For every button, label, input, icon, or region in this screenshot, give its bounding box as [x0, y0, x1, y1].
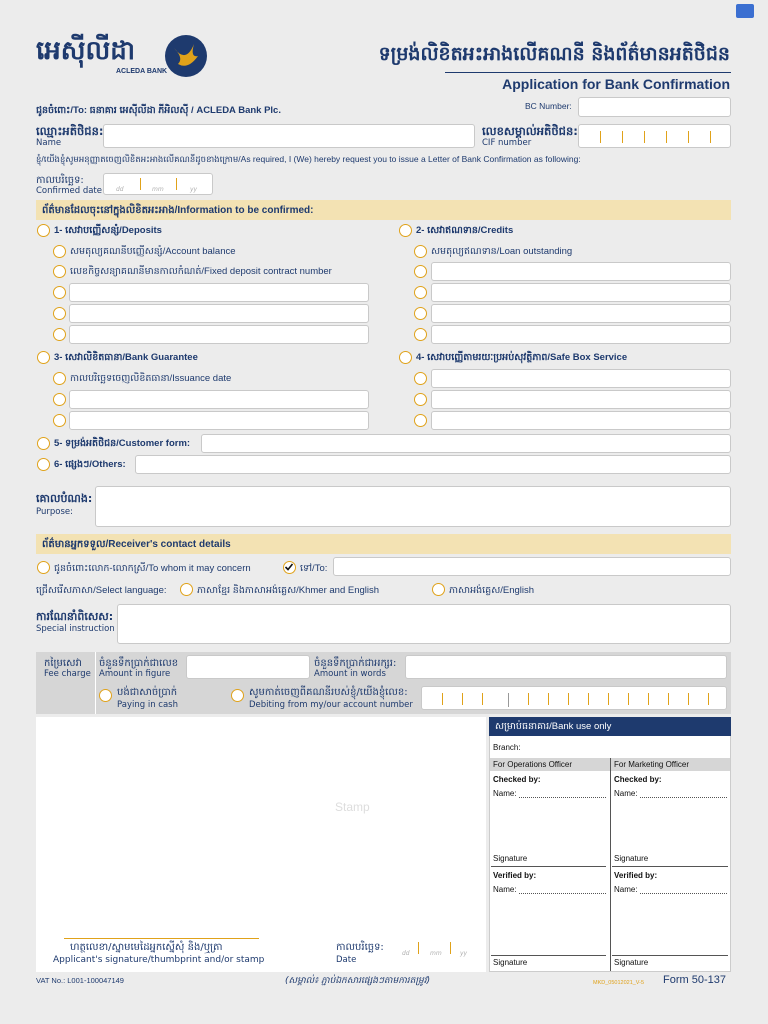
debit-account-label-kh: សូមកាត់ចេញពីគណនីរបស់ខ្ញុំ/យើងខ្ញុំលេខ: [249, 687, 408, 698]
ops-checked-name-line [519, 797, 606, 798]
credits-other-input-1[interactable] [431, 262, 731, 281]
receiver-section-title: ព័ត៌មានអ្នកទទួល/Receiver's contact details [42, 539, 231, 550]
credits-other-radio-4[interactable] [414, 328, 427, 341]
issuance-date-label: កាលបរិច្ឆេទចេញលិខិតធានា/Issuance date [70, 373, 232, 384]
loan-outstanding-label: សមតុល្យឥណទាន/Loan outstanding [431, 246, 573, 257]
amount-words-input[interactable] [405, 655, 727, 679]
fixed-deposit-radio[interactable] [53, 265, 66, 278]
fee-divider [95, 652, 96, 714]
deposits-other-input-1[interactable] [69, 283, 369, 302]
fee-label-en: Fee charge [44, 669, 91, 679]
purpose-label-en: Purpose: [36, 507, 73, 517]
safebox-other-radio-1[interactable] [414, 372, 427, 385]
safebox-other-radio-3[interactable] [414, 414, 427, 427]
ops-checked-signature-line [491, 866, 606, 867]
english-label: ភាសាអង់គ្លេស/English [449, 585, 535, 596]
select-language-label: ជ្រើសរើសភាសា/Select language: [36, 585, 167, 596]
fixed-deposit-label: លេខកិច្ចសន្យាគណនីមានកាលកំណត់/Fixed deposit contract number [70, 266, 332, 277]
debit-account-input[interactable] [421, 686, 727, 710]
cif-label-en: CIF number [482, 138, 532, 148]
stamp-watermark: Stamp [335, 800, 370, 814]
form-title-en: Application for Bank Confirmation [502, 76, 730, 92]
sign-date-label-en: Date [336, 955, 357, 965]
safebox-label: 4- សេវាបញ្ញើតាមរយៈប្រអប់សុវត្ថិភាព/Safe Box Service [416, 352, 628, 363]
ops-verified-signature-label: Signature [493, 958, 528, 967]
customer-name-label-en: Name [36, 138, 62, 148]
applicant-signature-label-kh: ហត្ថលេខា/ស្នាមមេដៃអ្នកស្នើសុំ និង/ឬត្រា [70, 942, 223, 953]
others-input[interactable] [135, 455, 731, 474]
vat-number: VAT No.: L001-100047149 [36, 976, 124, 985]
customer-name-input[interactable] [103, 124, 475, 148]
deposits-radio[interactable] [37, 224, 50, 237]
bank-logo [36, 34, 211, 80]
brand-name-en: ACLEDA BANK [116, 68, 168, 75]
print-icon[interactable] [736, 4, 754, 18]
officer-divider [610, 758, 611, 971]
ops-checked-label: Checked by: [493, 775, 541, 784]
debit-account-radio[interactable] [231, 689, 244, 702]
ops-checked-name-label: Name: [493, 789, 517, 798]
credits-radio[interactable] [399, 224, 412, 237]
amount-words-label-kh: ចំនួនទឹកប្រាក់ជាអក្សរ: [314, 658, 397, 669]
deposits-other-radio-2[interactable] [53, 307, 66, 320]
paying-cash-radio[interactable] [99, 689, 112, 702]
to-whom-label: ជូនចំពោះលោក-លោកស្រី/To whom it may concern [54, 563, 251, 574]
to-bank-line: ជូនចំពោះ/To: ធនាគារ អេស៊ីលីដា ភីអិលស៊ី / ACLEDA Bank Plc. [36, 105, 281, 116]
check-icon [284, 562, 294, 572]
request-statement: ខ្ញុំ/យើងខ្ញុំសូមអនុញ្ញាតចេញលិខិតអះអាងលើគណនីដូចខាងក្រោម/As required, I (We) hereby request you to issue a Letter of Bank Confirmation as following: [36, 154, 581, 164]
ops-checked-signature-label: Signature [493, 854, 528, 863]
confirmed-date-label-en: Confirmed date [36, 186, 102, 196]
footer-note: (សម្គាល់៖ ភ្ជាប់ឯកសារផ្សេងៗតាមការតម្រូវ) [285, 976, 431, 986]
mkt-checked-signature-label: Signature [614, 854, 649, 863]
customer-form-label: 5- ទម្រង់អតិថិជន/Customer form: [54, 438, 191, 449]
confirmed-date-input[interactable]: dd mm yy [103, 173, 213, 195]
guarantee-radio[interactable] [37, 351, 50, 364]
title-underline [445, 72, 731, 73]
logo-bird-icon [164, 34, 208, 78]
info-section-band [36, 200, 731, 220]
mkt-checked-name-label: Name: [614, 789, 638, 798]
deposits-other-input-3[interactable] [69, 325, 369, 344]
mkt-officer-header: For Marketing Officer [614, 760, 689, 769]
mkt-checked-signature-line [612, 866, 728, 867]
khmer-english-label: ភាសាខ្មែរ និងភាសាអង់គ្លេស/Khmer and English [197, 585, 380, 596]
info-section-title: ព័ត៌មានដែលចុះនៅក្នុងលិខិតអះអាង/Information to be confirmed: [42, 205, 314, 216]
ops-officer-header: For Operations Officer [493, 760, 572, 769]
mkt-verified-signature-label: Signature [614, 958, 649, 967]
bank-use-title: សម្រាប់ធនាគារ/Bank use only [495, 721, 612, 732]
amount-figure-input[interactable] [186, 655, 310, 679]
credits-other-radio-2[interactable] [414, 286, 427, 299]
ops-verified-name-label: Name: [493, 885, 517, 894]
mkt-verified-signature-line [612, 955, 728, 956]
issuance-date-radio[interactable] [53, 372, 66, 385]
customer-form-input[interactable] [201, 434, 731, 453]
debit-account-label-en: Debiting from my/our account number [249, 700, 413, 710]
paying-cash-label-kh: បង់ជាសាច់ប្រាក់ [117, 687, 178, 698]
credits-other-input-2[interactable] [431, 283, 731, 302]
ops-verified-signature-line [491, 955, 606, 956]
purpose-input[interactable] [95, 486, 731, 527]
others-label: 6- ផ្សេងៗ/Others: [54, 459, 126, 470]
signature-area[interactable] [36, 717, 486, 972]
safebox-radio[interactable] [399, 351, 412, 364]
safebox-other-radio-2[interactable] [414, 393, 427, 406]
bc-number-input[interactable] [578, 97, 731, 117]
deposits-label: 1- សេវាបញ្ញើសន្សំ/Deposits [54, 225, 162, 236]
branch-label: Branch: [493, 743, 521, 752]
form-number: Form 50-137 [663, 974, 726, 986]
guarantee-other-radio-1[interactable] [53, 393, 66, 406]
bc-number-label: BC Number: [525, 101, 572, 111]
purpose-label-kh: គោលបំណង: [36, 492, 93, 505]
mkt-checked-label: Checked by: [614, 775, 662, 784]
amount-figure-label-kh: ចំនួនទឹកប្រាក់ជាលេខ [99, 658, 179, 669]
mkt-verified-label: Verified by: [614, 871, 658, 880]
to-input[interactable] [333, 557, 731, 576]
receiver-section-band [36, 534, 731, 554]
customer-form-radio[interactable] [37, 437, 50, 450]
ops-verified-name-line [519, 893, 606, 894]
cif-label-kh: លេខសម្គាល់អតិថិជន: [482, 124, 578, 138]
ops-verified-label: Verified by: [493, 871, 537, 880]
safebox-other-input-1[interactable] [431, 369, 731, 388]
khmer-english-radio[interactable] [180, 583, 193, 596]
form-code: MKD_05012021_V-5 [593, 980, 645, 986]
credits-other-radio-1[interactable] [414, 265, 427, 278]
deposits-other-radio-1[interactable] [53, 286, 66, 299]
credits-other-radio-3[interactable] [414, 307, 427, 320]
signature-line [64, 938, 259, 939]
guarantee-other-radio-2[interactable] [53, 414, 66, 427]
special-instruction-input[interactable] [117, 604, 731, 644]
safebox-other-input-3[interactable] [431, 411, 731, 430]
to-label: ទៅ/To: [300, 563, 328, 574]
safebox-other-input-2[interactable] [431, 390, 731, 409]
sign-date-label-kh: កាលបរិច្ឆេទ: [336, 942, 384, 953]
guarantee-label: 3- សេវាលិខិតធានា/Bank Guarantee [54, 352, 198, 363]
special-instruction-label-en: Special instruction [36, 624, 115, 634]
english-radio[interactable] [432, 583, 445, 596]
guarantee-other-input-1[interactable] [69, 390, 369, 409]
applicant-signature-label-en: Applicant's signature/thumbprint and/or stamp [53, 955, 265, 965]
to-whom-radio[interactable] [37, 561, 50, 574]
form-title-kh: ទម្រង់លិខិតអះអាងលើគណនី និងព័ត៌មានអតិថិជន [378, 43, 730, 65]
brand-name-kh: អេស៊ីលីដា [36, 36, 136, 66]
confirmed-date-label-kh: កាលបរិច្ឆេទ: [36, 175, 84, 186]
customer-name-label-kh: ឈ្មោះអតិថិជន: [36, 124, 104, 138]
sign-date-input[interactable]: dd mm yy [390, 940, 480, 960]
credits-other-input-3[interactable] [431, 304, 731, 323]
credits-other-input-4[interactable] [431, 325, 731, 344]
amount-figure-label-en: Amount in figure [99, 669, 171, 679]
amount-words-label-en: Amount in words [314, 669, 386, 679]
credits-label: 2- សេវាឥណទាន/Credits [416, 225, 514, 236]
cif-number-input[interactable] [578, 124, 731, 148]
mkt-verified-name-line [640, 893, 727, 894]
to-radio[interactable] [283, 561, 296, 574]
fee-label-kh: កម្រៃសេវា [44, 658, 82, 669]
deposits-other-radio-3[interactable] [53, 328, 66, 341]
deposits-other-input-2[interactable] [69, 304, 369, 323]
mkt-checked-name-line [640, 797, 727, 798]
loan-outstanding-radio[interactable] [414, 245, 427, 258]
mkt-verified-name-label: Name: [614, 885, 638, 894]
guarantee-other-input-2[interactable] [69, 411, 369, 430]
others-radio[interactable] [37, 458, 50, 471]
account-balance-label: សមតុល្យគណនីបញ្ញើសន្សំ/Account balance [70, 246, 236, 257]
account-balance-radio[interactable] [53, 245, 66, 258]
paying-cash-label-en: Paying in cash [117, 700, 178, 710]
special-instruction-label-kh: ការណែនាំពិសេស: [36, 610, 114, 623]
